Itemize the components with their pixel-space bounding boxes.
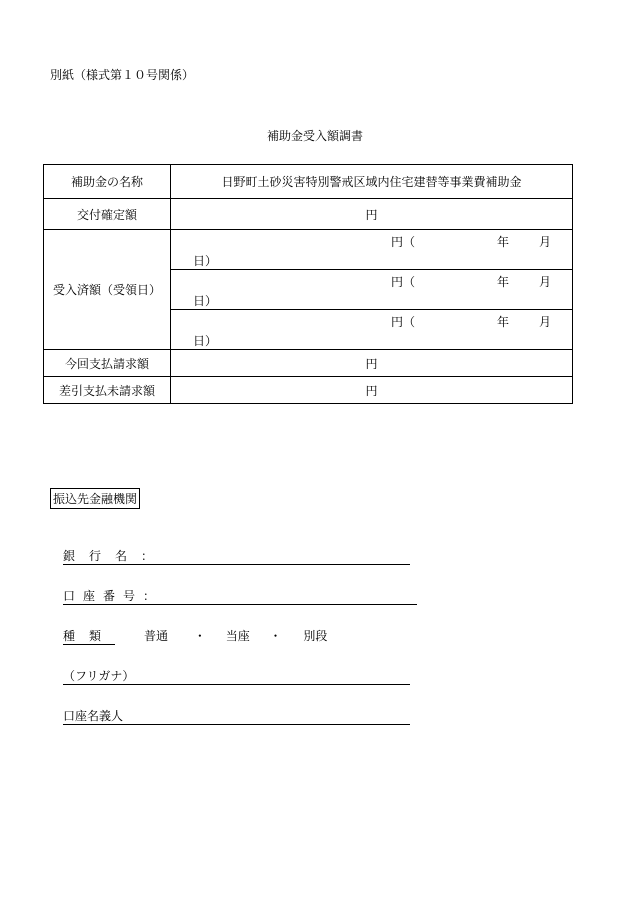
year-text: 年: [497, 235, 510, 249]
received-line-2: [171, 270, 573, 310]
year-text: 年: [497, 275, 510, 289]
subsidy-table: [43, 164, 573, 404]
bank-name-label: 銀行名：: [63, 549, 168, 563]
account-type-options: [144, 628, 327, 644]
furigana-field[interactable]: [63, 668, 410, 685]
table-row: [44, 350, 573, 377]
current-request-unit: 円: [171, 350, 573, 377]
type-separator: ・: [269, 629, 282, 643]
month-text: 月: [539, 315, 552, 329]
type-option-betsudan[interactable]: 別段: [303, 629, 328, 643]
table-row: [44, 377, 573, 404]
received-line-3: [171, 310, 573, 350]
table-row: [44, 199, 573, 230]
account-type-label: 種類: [63, 629, 116, 643]
day-text: 日）: [193, 294, 218, 308]
account-type-label-wrap: [63, 628, 115, 645]
table-row: [44, 230, 573, 270]
account-number-field[interactable]: [63, 588, 417, 605]
confirmed-amount-unit: 円: [171, 199, 573, 230]
type-option-futsu[interactable]: 普通: [144, 629, 169, 643]
day-text: 日）: [193, 334, 218, 348]
received-amount-label: 受入済額（受領日）: [44, 230, 171, 350]
yen-open-text: 円（: [391, 275, 416, 289]
remaining-amount-label: 差引支払未請求額: [44, 377, 171, 404]
type-separator: ・: [193, 629, 206, 643]
account-holder-label: 口座名義人: [63, 709, 124, 723]
year-text: 年: [497, 315, 510, 329]
furigana-label: （フリガナ）: [63, 669, 135, 683]
current-request-label: 今回支払請求額: [44, 350, 171, 377]
account-number-label: 口座番号：: [63, 589, 164, 603]
table-row: [44, 165, 573, 199]
page-title: 補助金受入額調書: [266, 129, 363, 143]
remaining-amount-unit: 円: [171, 377, 573, 404]
account-holder-field[interactable]: [63, 708, 410, 725]
yen-open-text: 円（: [391, 235, 416, 249]
month-text: 月: [539, 235, 552, 249]
form-reference: 別紙（様式第１０号関係）: [50, 68, 195, 82]
day-text: 日）: [193, 254, 218, 268]
bank-name-field[interactable]: [63, 548, 410, 565]
received-line-1: [171, 230, 573, 270]
subsidy-name-label: 補助金の名称: [44, 165, 171, 199]
month-text: 月: [539, 275, 552, 289]
subsidy-name-value: 日野町土砂災害特別警戒区域内住宅建替等事業費補助金: [171, 165, 573, 199]
confirmed-amount-label: 交付確定額: [44, 199, 171, 230]
yen-open-text: 円（: [391, 315, 416, 329]
bank-section-title: 振込先金融機関: [50, 488, 140, 509]
type-option-touza[interactable]: 当座: [225, 629, 250, 643]
